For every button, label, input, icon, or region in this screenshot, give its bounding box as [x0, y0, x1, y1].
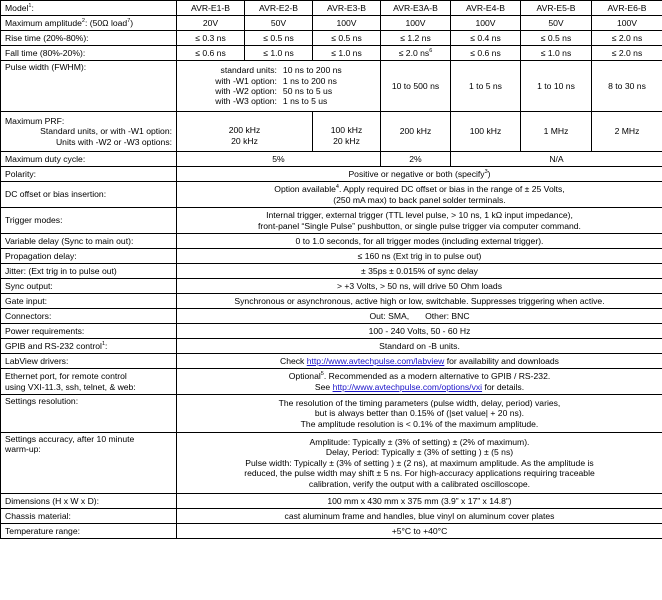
model-header: AVR-E3A-B — [381, 1, 451, 16]
row-label: Gate input: — [1, 294, 177, 309]
value-cell: 100 - 240 Volts, 50 - 60 Hz — [177, 324, 662, 339]
model-header: AVR-E2-B — [245, 1, 313, 16]
value-cell: The resolution of the timing parameters (pulse width, delay, period) varies, but is always better than 0.15% of (|set value| + 20 ns). The amplitude resolution is < 0.1% of the maximum amplitude. — [177, 395, 662, 433]
value-cell: 1 MHz — [521, 112, 592, 152]
row-settings-resolution — [1, 395, 662, 433]
row-label: GPIB and RS-232 control$^1$: — [1, 339, 177, 354]
row-temperature — [1, 524, 662, 539]
value-cell: 1 to 10 ns — [521, 61, 592, 112]
row-trigger-modes — [1, 208, 662, 234]
row-label: Jitter: (Ext trig in to pulse out) — [1, 264, 177, 279]
value-cell: 0 to 1.0 seconds, for all trigger modes (including external trigger). — [177, 234, 662, 249]
row-label: Trigger modes: — [1, 208, 177, 234]
row-rise-time — [1, 31, 662, 46]
option-range: 50 ns to 5 us — [282, 86, 333, 96]
value-cell: 100 kHz — [451, 112, 521, 152]
value-cell: ≤ 0.5 ns — [245, 31, 313, 46]
row-labview — [1, 354, 662, 369]
row-variable-delay — [1, 234, 662, 249]
option-label: with -W1 option: — [215, 75, 277, 86]
value-cell: 20V — [177, 16, 245, 31]
value-cell: 200 kHz 20 kHz — [177, 112, 313, 152]
option-label: standard units: — [220, 65, 277, 76]
value-cell: Optional$^5$. Recommended as a modern alternative to GPIB / RS-232. See http://www.avtechpulse.com/options/vxi for details. — [177, 369, 662, 395]
value-cell: ± 35ps ± 0.015% of sync delay — [177, 264, 662, 279]
row-label: Sync output: — [1, 279, 177, 294]
row-label: Pulse width (FWHM): — [1, 61, 177, 112]
value-cell: 100 kHz 20 kHz — [313, 112, 381, 152]
row-label: Settings resolution: — [1, 395, 177, 433]
value-cell: Out: SMA, Other: BNC — [177, 309, 662, 324]
value-cell: ≤ 0.3 ns — [177, 31, 245, 46]
model-header: AVR-E1-B — [177, 1, 245, 16]
option-range: 1 ns to 200 ns — [282, 75, 337, 86]
value-cell: ≤ 1.0 ns — [245, 46, 313, 61]
value-cell: 100V — [381, 16, 451, 31]
option-label: with -W2 option: — [215, 86, 277, 96]
row-label: Propagation delay: — [1, 249, 177, 264]
value-cell: ≤ 0.6 ns — [451, 46, 521, 61]
row-label: Maximum amplitude$^2$: (50Ω load$^7$) — [1, 16, 177, 31]
value-cell: ≤ 160 ns (Ext trig in to pulse out) — [177, 249, 662, 264]
value-cell: Synchronous or asynchronous, active high or low, switchable. Suppresses triggering when active. — [177, 294, 662, 309]
value-cell: 10 to 500 ns — [381, 61, 451, 112]
row-dimensions — [1, 494, 662, 509]
row-gate-input — [1, 294, 662, 309]
row-label: Dimensions (H x W x D): — [1, 494, 177, 509]
value-cell: 50V — [521, 16, 592, 31]
value-cell: ≤ 0.5 ns — [521, 31, 592, 46]
row-label: Model$^1$: — [1, 1, 177, 16]
row-sync-output — [1, 279, 662, 294]
row-polarity — [1, 167, 662, 182]
value-cell: Option available$^4$. Apply required DC offset or bias in the range of ± 25 Volts, (250 mA max) to back panel solder terminals. — [177, 182, 662, 208]
value-cell: ≤ 2.0 ns — [592, 46, 662, 61]
model-header: AVR-E5-B — [521, 1, 592, 16]
value-cell: ≤ 0.5 ns — [313, 31, 381, 46]
value-cell: 100V — [592, 16, 662, 31]
value-cell: 2% — [381, 152, 451, 167]
value-cell: ≤ 1.0 ns — [313, 46, 381, 61]
value-cell: 50V — [245, 16, 313, 31]
vxi-options-link[interactable]: http://www.avtechpulse.com/options/vxi — [332, 381, 483, 392]
value-cell: ≤ 2.0 $ns^6$ — [381, 46, 451, 61]
row-label: Settings accuracy, after 10 minute warm-up: — [1, 433, 177, 494]
row-label: Rise time (20%-80%): — [1, 31, 177, 46]
row-label: Power requirements: — [1, 324, 177, 339]
row-jitter — [1, 264, 662, 279]
row-label: Maximum PRF: Standard units, or with -W1 option: Units with -W2 or -W3 options: — [1, 112, 177, 152]
row-duty-cycle — [1, 152, 662, 167]
row-propagation-delay — [1, 249, 662, 264]
row-amplitude — [1, 16, 662, 31]
row-model — [1, 1, 662, 16]
value-cell: ≤ 1.0 ns — [521, 46, 592, 61]
row-label: Fall time (80%-20%): — [1, 46, 177, 61]
value-cell: 8 to 30 ns — [592, 61, 662, 112]
row-label: Ethernet port, for remote control using VXI-11.3, ssh, telnet, & web: — [1, 369, 177, 395]
row-label: Chassis material: — [1, 509, 177, 524]
row-label: DC offset or bias insertion: — [1, 182, 177, 208]
value-cell: 2 MHz — [592, 112, 662, 152]
row-power — [1, 324, 662, 339]
value-cell: cast aluminum frame and handles, blue vinyl on aluminum cover plates — [177, 509, 662, 524]
pulse-width-shared-cell — [177, 61, 381, 112]
labview-link[interactable]: http://www.avtechpulse.com/labview — [306, 355, 445, 366]
row-label: Maximum duty cycle: — [1, 152, 177, 167]
value-cell: ≤ 1.2 ns — [381, 31, 451, 46]
value-cell: Check http://www.avtechpulse.com/labview for availability and downloads — [177, 354, 662, 369]
model-header: AVR-E6-B — [592, 1, 662, 16]
value-cell: 100 mm x 430 mm x 375 mm (3.9” x 17” x 14.8”) — [177, 494, 662, 509]
value-cell: 100V — [451, 16, 521, 31]
row-dc-offset — [1, 182, 662, 208]
row-label: Polarity: — [1, 167, 177, 182]
row-settings-accuracy — [1, 433, 662, 494]
value-cell: +5°C to +40°C — [177, 524, 662, 539]
row-label: Temperature range: — [1, 524, 177, 539]
row-max-prf — [1, 112, 662, 152]
value-cell: 1 to 5 ns — [451, 61, 521, 112]
row-ethernet — [1, 369, 662, 395]
row-pulse-width — [1, 61, 662, 112]
row-label: Connectors: — [1, 309, 177, 324]
value-cell: ≤ 0.4 ns — [451, 31, 521, 46]
model-header: AVR-E3-B — [313, 1, 381, 16]
value-cell: N/A — [451, 152, 662, 167]
option-label: with -W3 option: — [215, 96, 277, 107]
model-header: AVR-E4-B — [451, 1, 521, 16]
row-label: Variable delay (Sync to main out): — [1, 234, 177, 249]
value-cell: Internal trigger, external trigger (TTL level pulse, > 10 ns, 1 kΩ input impedance), front-panel “Single Pulse” pushbutton, or single pulse trigger via computer command. — [177, 208, 662, 234]
value-cell: ≤ 0.6 ns — [177, 46, 245, 61]
row-connectors — [1, 309, 662, 324]
value-cell: 5% — [177, 152, 381, 167]
value-cell: Standard on -B units. — [177, 339, 662, 354]
row-label: LabView drivers: — [1, 354, 177, 369]
value-cell: 200 kHz — [381, 112, 451, 152]
option-range: 10 ns to 200 ns — [282, 65, 342, 76]
option-range: 1 ns to 5 us — [282, 96, 328, 107]
row-gpib — [1, 339, 662, 354]
row-fall-time — [1, 46, 662, 61]
value-cell: > +3 Volts, > 50 ns, will drive 50 Ohm loads — [177, 279, 662, 294]
value-cell: 100V — [313, 16, 381, 31]
value-cell: ≤ 2.0 ns — [592, 31, 662, 46]
value-cell: Positive or negative or both (specify$^3$) — [177, 167, 662, 182]
row-chassis — [1, 509, 662, 524]
value-cell: Amplitude: Typically ± (3% of setting) ± (2% of maximum). Delay, Period: Typically ± (3% of setting ) ± (5 ns) Pulse width: Typically ± (3% of setting ) ± (2 ns), at maximum amplitude. As the amplitude is reduced, the pulse width may shift ± 5 ns. For high-accuracy applications requiring traceable calibration, verify the output with a calibrated oscilloscope. — [177, 433, 662, 494]
